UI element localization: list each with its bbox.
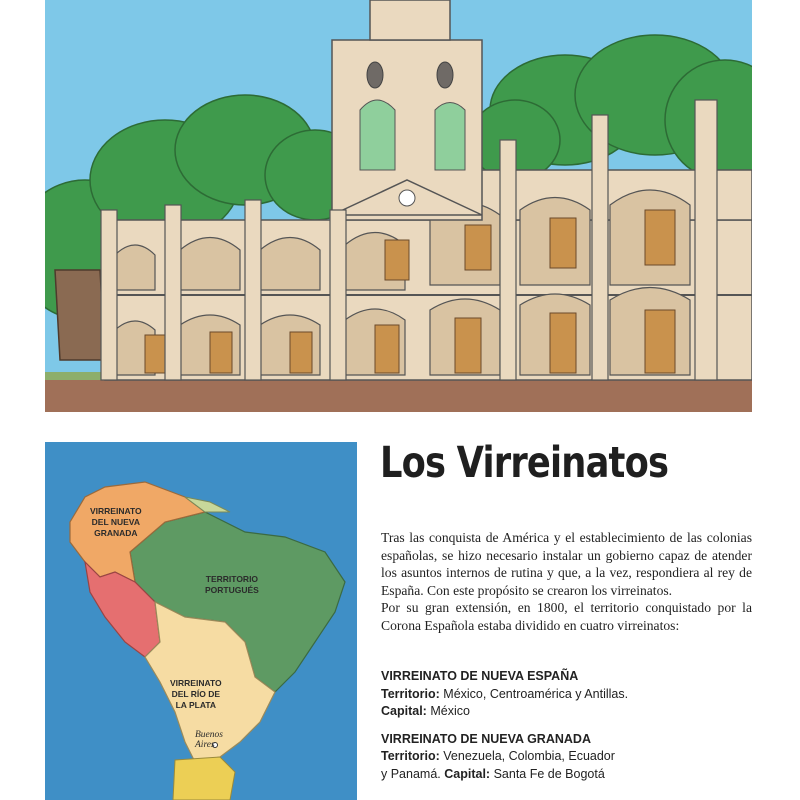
capital-label: Capital:	[381, 704, 427, 718]
entry-territory-line	[381, 748, 752, 766]
intro-text	[381, 529, 752, 635]
map-label-nueva-granada: VIRREINATO DEL NUEVA GRANADA	[90, 506, 142, 538]
page-title: Los Virreinatos	[380, 438, 669, 488]
entry-territory-line	[381, 686, 752, 704]
intro-paragraph-1: Tras las conquista de América y el establecimiento de las colonias españolas, se hizo necesario instalar un gobierno capaz de atender los asuntos internos de rutina y que, a la vez, respondiera al rey de España. Con este propósito se crearon los virreinatos.	[381, 530, 752, 598]
map-label-territorio-portugues: TERRITORIO PORTUGUÉS	[205, 574, 259, 595]
entry-nueva-granada	[381, 731, 752, 784]
territory-value: México, Centroamérica y Antillas.	[443, 686, 629, 701]
viceroyalty-list	[381, 668, 752, 793]
south-tip-region	[173, 757, 235, 800]
territory-label: Territorio:	[381, 749, 440, 763]
territory-value: Venezuela, Colombia, Ecuador	[443, 749, 615, 763]
entry-heading: VIRREINATO DE NUEVA GRANADA	[381, 731, 591, 746]
entry-nueva-espana	[381, 668, 752, 721]
cabildo-illustration	[45, 0, 752, 412]
entry-capital-line	[381, 703, 752, 721]
intro-paragraph-2: Por su gran extensión, en 1800, el territorio conquistado por la Corona Española estaba dividido en cuatro virreinatos:	[381, 600, 752, 633]
map-label-buenos-aires: Buenos Aires	[195, 730, 223, 750]
south-america-map	[45, 442, 357, 800]
map-label-rio-de-la-plata: VIRREINATO DEL RÍO DE LA PLATA	[170, 678, 222, 710]
territory-value-continued: y Panamá.	[381, 766, 441, 781]
entry-territory-capital-line	[381, 766, 752, 784]
capital-value: México	[430, 704, 470, 718]
capital-label: Capital:	[444, 766, 491, 781]
capital-value: Santa Fe de Bogotá	[493, 766, 605, 781]
territory-label: Territorio:	[381, 686, 440, 701]
cabildo-drawing	[45, 0, 752, 412]
entry-heading: VIRREINATO DE NUEVA ESPAÑA	[381, 669, 579, 683]
